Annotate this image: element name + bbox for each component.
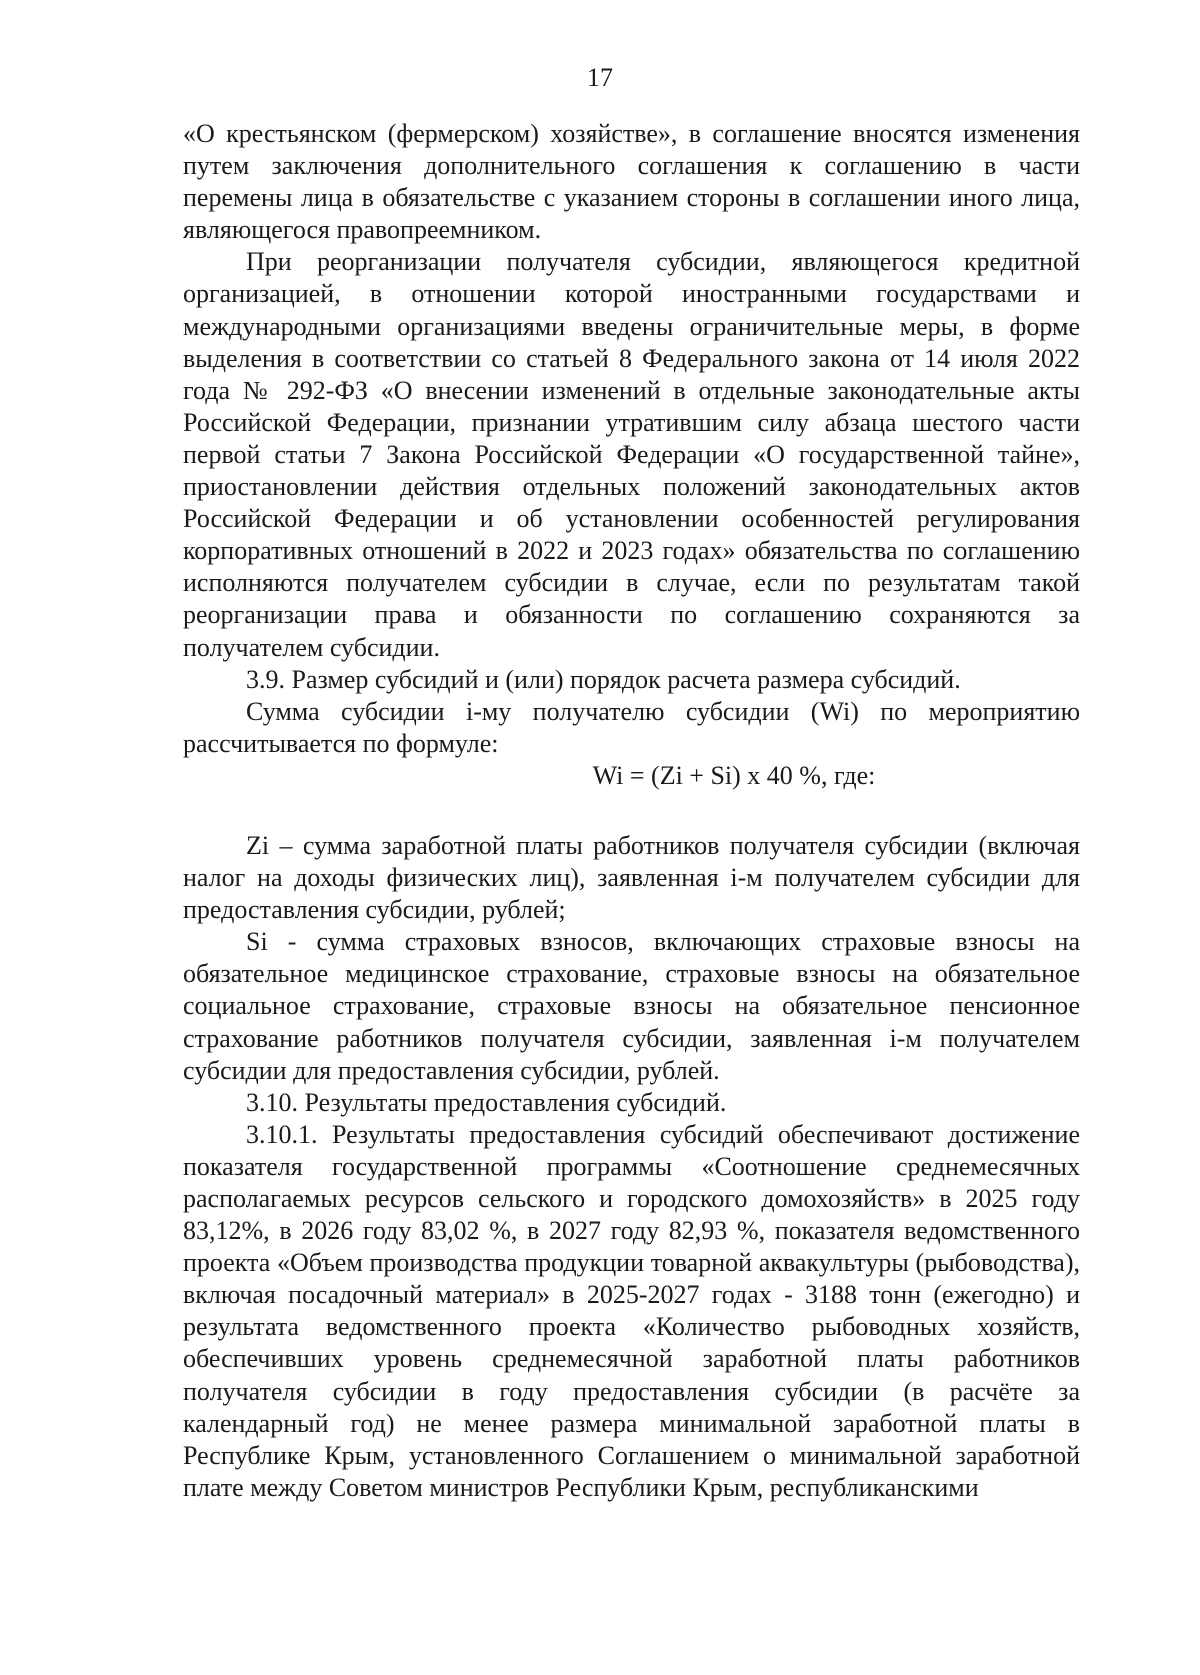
definition-si: Si - сумма страховых взносов, включающих страховые взносы на обязательное медицинское страхование, страховые взносы на обязательное социальное страхование, страховые взносы на обязательное пенсионное страхование работников получателя субсидии, заявленная i-м получателем субсидии для предоставления субсидии, рублей. [183, 927, 1080, 1085]
section-heading-3-9: 3.9. Размер субсидий и (или) порядок расчета размера субсидий. [246, 664, 961, 694]
section-heading-3-10: 3.10. Результаты предоставления субсидий. [246, 1087, 727, 1117]
paragraph-continuation: «О крестьянском (фермерском) хозяйстве», в соглашение вносятся изменения путем заключения дополнительного соглашения к соглашению в части перемены лица в обязательстве с указанием стороны в соглашении иного лица, являющегося правопреемником. [183, 119, 1080, 245]
formula: Wi = (Zi + Si) x 40 %, где: [592, 760, 876, 790]
page-number: 17 [587, 63, 613, 92]
paragraph-subsidy-sum: Сумма субсидии i-му получателю субсидии (Wi) по мероприятию рассчитывается по формуле: [183, 696, 1080, 758]
paragraph-3-10-1: 3.10.1. Результаты предоставления субсидий обеспечивают достижение показателя государственной программы «Соотношение среднемесячных располагаемых ресурсов сельского и городского домохозяйств» в 2025 году 83,12%, в 2026 году 83,02 %, в 2027 году 82,93 %, показателя ведомственного проекта «Объем производства продукции товарной аквакультуры (рыбоводства), включая посадочный материал» в 2025-2027 годах - 3188 тонн (ежегодно) и результата ведомственного проекта «Количество рыбоводных хозяйств, обеспечивших уровень среднемесячной заработной платы работников получателя субсидии в году предоставления субсидии (в расчёте за календарный год) не менее размера минимальной заработной платы в Республике Крым, установленного Соглашением о минимальной заработной плате между Советом министров Республики Крым, республиканскими [183, 1119, 1080, 1502]
document-body [183, 118, 1080, 1504]
definition-zi: Zi – сумма заработной платы работников получателя субсидии (включая налог на доходы физических лиц), заявленная i-м получателем субсидии для предоставления субсидии, рублей; [183, 830, 1080, 925]
paragraph-reorganization: При реорганизации получателя субсидии, являющегося кредитной организацией, в отношении которой иностранными государствами и международными организациями введены ограничительные меры, в форме выделения в соответствии со статьей 8 Федерального закона от 14 июля 2022 года № 292-ФЗ «О внесении изменений в отдельные законодательные акты Российской Федерации, признании утратившим силу абзаца шестого части первой статьи 7 Закона Российской Федерации «О государственной тайне», приостановлении действия отдельных положений законодательных актов Российской Федерации и об установлении особенностей регулирования корпоративных отношений в 2022 и 2023 годах» обязательства по соглашению исполняются получателем субсидии в случае, если по результатам такой реорганизации права и обязанности по соглашению сохраняются за получателем субсидии. [183, 247, 1080, 662]
